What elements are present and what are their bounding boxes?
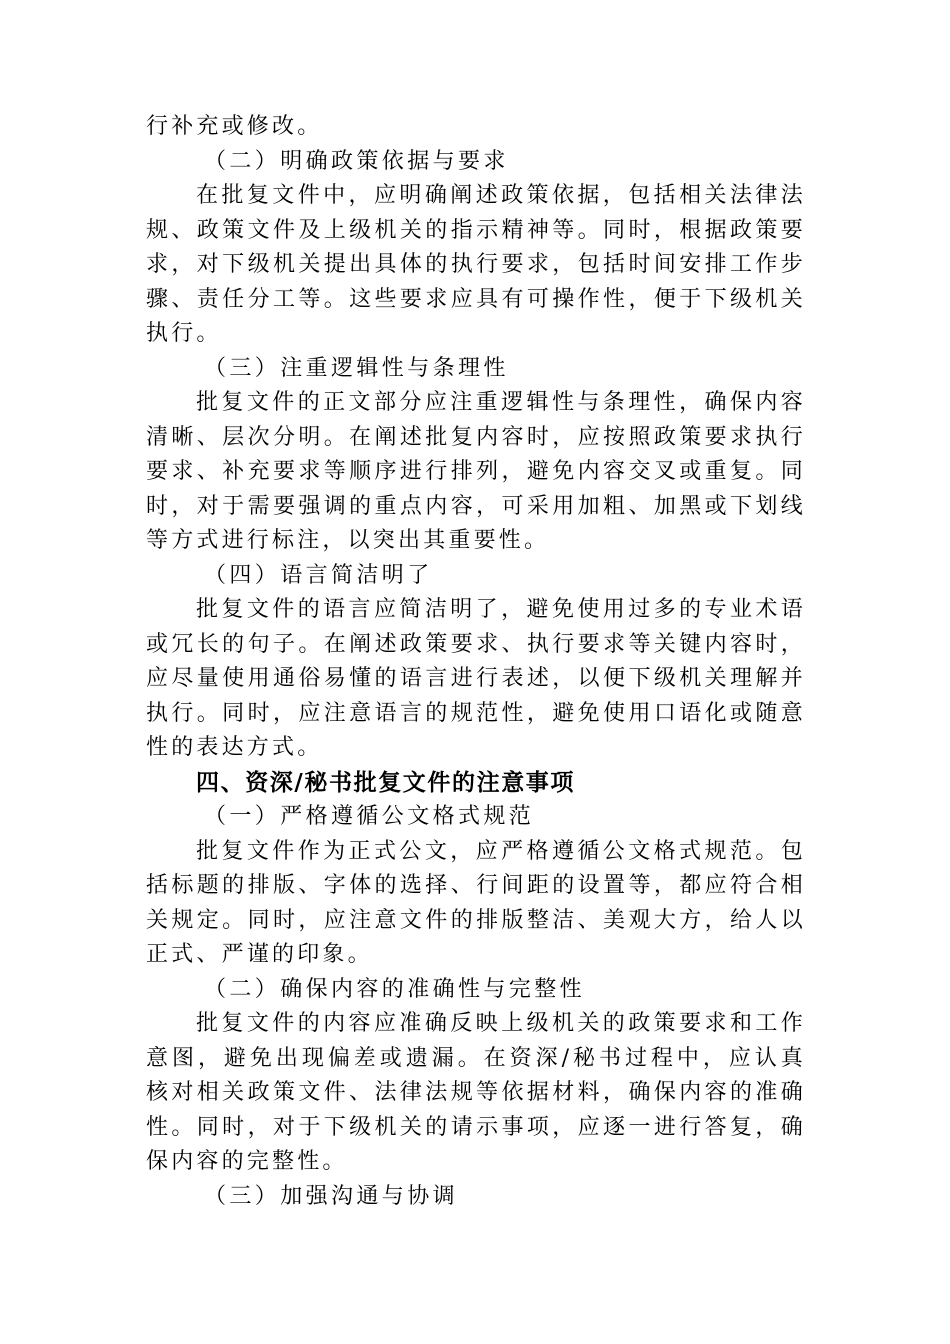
subsection-heading-logic: （三）注重逻辑性与条理性 [204, 355, 509, 381]
body-paragraph-logic: 批复文件的正文部分应注重逻辑性与条理性，确保内容清晰、层次分明。在阐述批复内容时，应按照政策要求执行要求、补充要求等顺序进行排列，避免内容交叉或重复。同时，对于需要强调的重点内容，可采用加粗、加黑或下划线等方式进行标注，以突出其重要性。 [146, 390, 806, 553]
document-body [146, 110, 806, 1214]
subsection-heading-policy-basis: （二）明确政策依据与要求 [204, 148, 509, 174]
subsection-heading-language: （四）语言简洁明了 [204, 562, 433, 588]
subsection-heading-communication: （三）加强沟通与协调 [204, 1183, 459, 1209]
continuation-paragraph: 行补充或修改。 [146, 114, 323, 139]
body-paragraph-policy-basis: 在批复文件中，应明确阐述政策依据，包括相关法律法规、政策文件及上级机关的指示精神等。同时，根据政策要求，对下级机关提出具体的执行要求，包括时间安排工作步骤、责任分工等。这些要求应具有可操作性，便于下级机关执行。 [146, 183, 806, 346]
body-paragraph-format: 批复文件作为正式公文，应严格遵循公文格式规范。包括标题的排版、字体的选择、行间距的设置等，都应符合相关规定。同时，应注意文件的排版整洁、美观大方，给人以正式、严谨的印象。 [146, 838, 806, 967]
body-paragraph-language: 批复文件的语言应简洁明了，避免使用过多的专业术语或冗长的句子。在阐述政策要求、执行要求等关键内容时，应尽量使用通俗易懂的语言进行表述，以便下级机关理解并执行。同时，应注意语言的规范性，避免使用口语化或随意性的表达方式。 [146, 597, 806, 760]
body-paragraph-accuracy: 批复文件的内容应准确反映上级机关的政策要求和工作意图，避免出现偏差或遗漏。在资深/秘书过程中，应认真核对相关政策文件、法律法规等依据材料，确保内容的准确性。同时，对于下级机关的请示事项，应逐一进行答复，确保内容的完整性。 [146, 1011, 806, 1174]
subsection-heading-format: （一）严格遵循公文格式规范 [204, 804, 535, 829]
section-heading-notes: 四、资深/秘书批复文件的注意事项 [196, 769, 576, 796]
subsection-heading-accuracy: （二）确保内容的准确性与完整性 [204, 976, 586, 1002]
